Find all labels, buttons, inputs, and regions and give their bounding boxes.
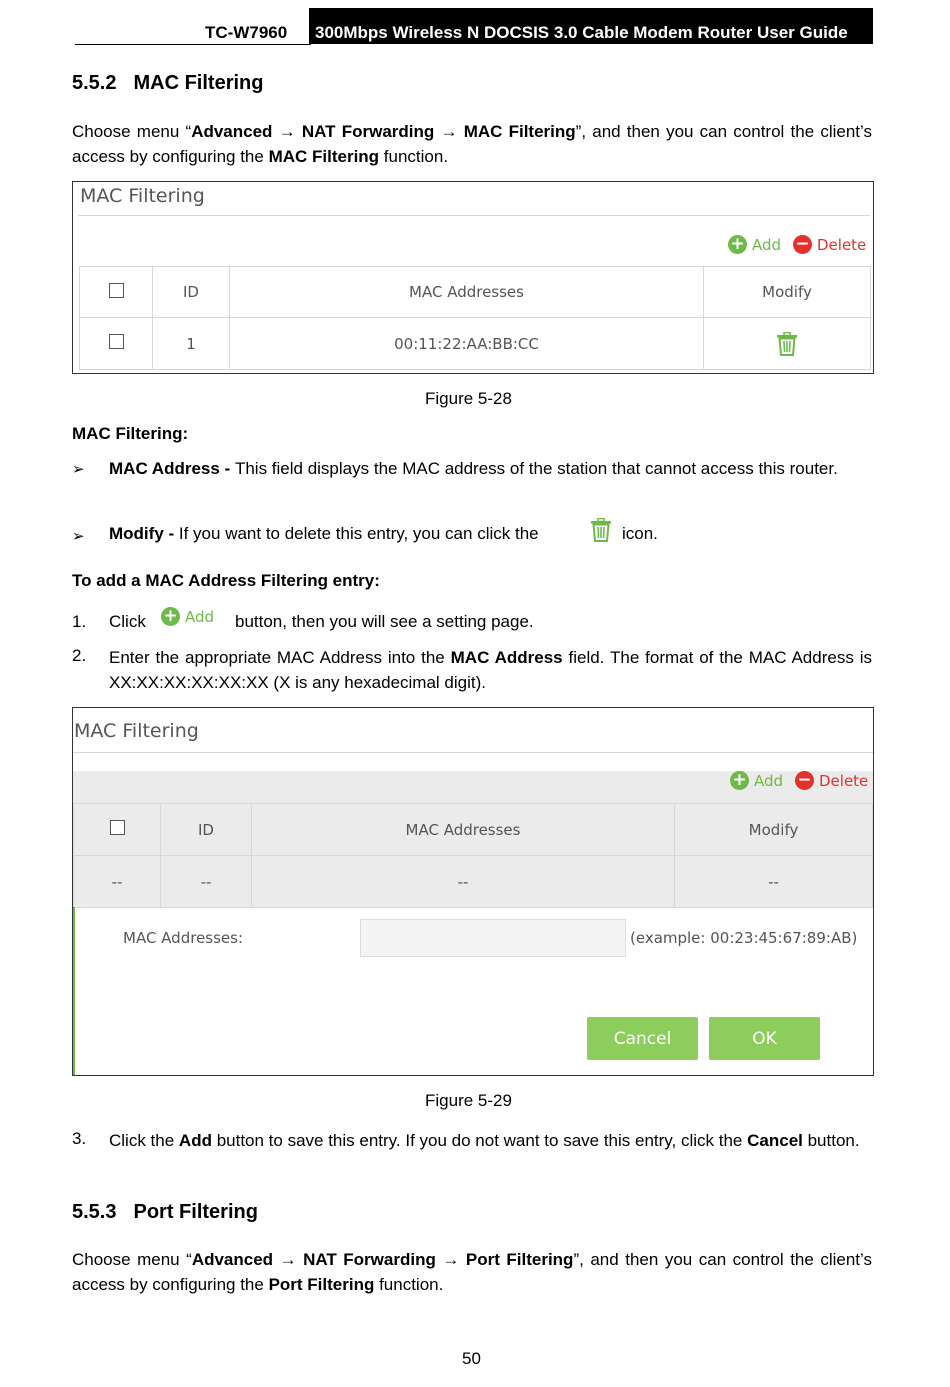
- step1-text-end: button, then you will see a setting page.: [235, 612, 534, 631]
- minus-circle-icon: −: [795, 771, 814, 790]
- row-id: 1: [153, 318, 230, 370]
- select-all-checkbox: [110, 820, 125, 835]
- document-model: TC-W7960: [205, 23, 288, 42]
- section-number: 5.5.3: [72, 1201, 117, 1223]
- bullet-glyph: ➢: [72, 528, 85, 545]
- delete-button: − Delete: [795, 771, 868, 790]
- step-number: 1.: [72, 612, 87, 631]
- figure-5-28-caption: Figure 5-28: [425, 389, 512, 408]
- select-all-cell: [74, 804, 161, 856]
- row-mac: 00:11:22:AA:BB:CC: [230, 318, 704, 370]
- row-cell: --: [161, 856, 252, 908]
- ok-button[interactable]: OK: [709, 1017, 820, 1060]
- select-all-cell: [80, 267, 153, 318]
- mac-address-description: MAC Address - This field displays the MAC address of the station that cannot access this router.: [109, 459, 838, 478]
- add-button: + Add: [730, 771, 783, 790]
- row-cell: --: [252, 856, 675, 908]
- mac-filtering-heading: MAC Filtering:: [72, 424, 189, 443]
- page-number: 50: [462, 1349, 481, 1368]
- section-number: 5.5.2: [72, 72, 117, 94]
- add-entry-heading: To add a MAC Address Filtering entry:: [72, 571, 380, 590]
- mac-address-input[interactable]: [360, 919, 626, 957]
- cancel-button[interactable]: Cancel: [587, 1017, 698, 1060]
- bullet-glyph: ➢: [72, 461, 85, 478]
- add-button[interactable]: + Add: [728, 235, 781, 254]
- step2-text: Enter the appropriate MAC Address into the MAC Address field. The format of the MAC Address is XX:XX:XX:XX:XX:XX (X is any hexadecimal digit).: [109, 648, 872, 692]
- title-divider: [78, 215, 870, 216]
- trash-icon: [590, 518, 612, 542]
- delete-button[interactable]: − Delete: [793, 235, 866, 254]
- table-row: [80, 318, 871, 370]
- title-divider: [73, 752, 873, 753]
- modify-description-end: icon.: [622, 524, 658, 543]
- mac-filter-table: [73, 803, 873, 908]
- figure-5-29-screenshot: [72, 707, 874, 1076]
- plus-circle-icon: +: [728, 235, 747, 254]
- section-heading-553: [72, 1201, 258, 1224]
- panel-title: MAC Filtering: [80, 185, 205, 207]
- column-header-id: ID: [153, 267, 230, 318]
- column-header-modify: Modify: [704, 267, 871, 318]
- table-header-row: [74, 804, 873, 856]
- step-number: 2.: [72, 646, 87, 665]
- edit-panel-accent: [73, 907, 75, 1075]
- mac-example-hint: (example: 00:23:45:67:89:AB): [630, 929, 858, 947]
- column-header-id: ID: [161, 804, 252, 856]
- section-552-intro: Choose menu “Advanced → NAT Forwarding → MAC Filtering”, and then you can control the client’s access by configuring the MAC Filtering function.: [72, 122, 872, 166]
- row-modify-cell: [704, 318, 871, 370]
- figure-5-29-caption: Figure 5-29: [425, 1091, 512, 1110]
- section-title: Port Filtering: [133, 1201, 258, 1223]
- step1-text: Click: [109, 612, 146, 631]
- section-553-intro: Choose menu “Advanced → NAT Forwarding → Port Filtering”, and then you can control the client’s access by configuring the Port Filtering function.: [72, 1250, 872, 1294]
- minus-circle-icon: −: [793, 235, 812, 254]
- column-header-mac: MAC Addresses: [230, 267, 704, 318]
- column-header-mac: MAC Addresses: [252, 804, 675, 856]
- inline-add-icon: + Add: [161, 607, 214, 626]
- row-cell: --: [74, 856, 161, 908]
- row-cell: --: [675, 856, 873, 908]
- row-select-cell: [80, 318, 153, 370]
- modify-description: Modify - If you want to delete this entry, you can click the: [109, 524, 539, 543]
- mac-filter-table: [79, 266, 871, 370]
- section-title: MAC Filtering: [133, 72, 264, 94]
- plus-circle-icon: +: [161, 607, 180, 626]
- guide-title-banner: 300Mbps Wireless N DOCSIS 3.0 Cable Modem Router User Guide: [309, 8, 873, 44]
- figure-5-28-screenshot: [72, 181, 874, 374]
- select-all-checkbox[interactable]: [109, 283, 124, 298]
- step3-text: Click the Add button to save this entry. If you do not want to save this entry, click the Cancel button.: [109, 1131, 860, 1150]
- plus-circle-icon: +: [730, 771, 749, 790]
- header-rule: [75, 44, 311, 45]
- trash-icon[interactable]: [776, 332, 798, 356]
- column-header-modify: Modify: [675, 804, 873, 856]
- table-header-row: [80, 267, 871, 318]
- table-row: [74, 856, 873, 908]
- panel-title: MAC Filtering: [74, 720, 199, 742]
- row-checkbox[interactable]: [109, 334, 124, 349]
- section-heading-552: [72, 72, 263, 95]
- mac-address-label: MAC Addresses:: [123, 929, 244, 947]
- step-number: 3.: [72, 1129, 87, 1148]
